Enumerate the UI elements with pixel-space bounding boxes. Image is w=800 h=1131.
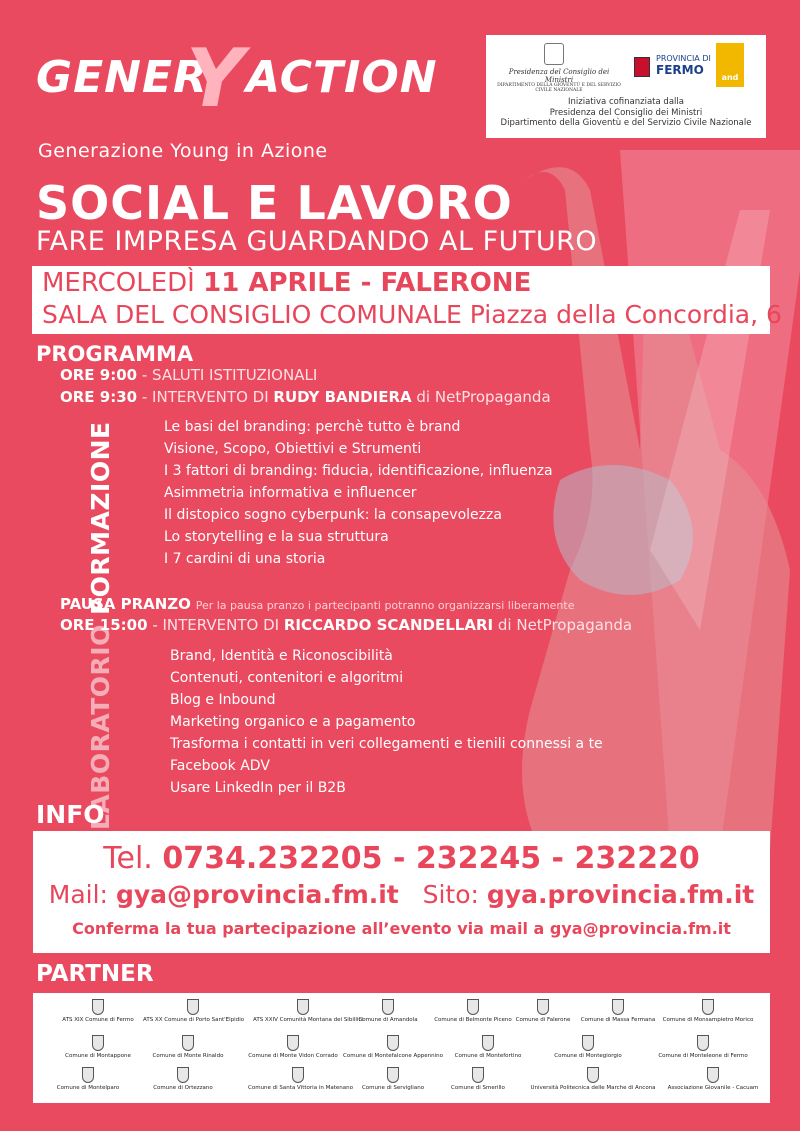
mail-site-line [33, 880, 770, 909]
partner-logo [538, 1035, 638, 1069]
site-link[interactable]: gya.provincia.fm.it [486, 880, 755, 909]
crest-icon [292, 1067, 304, 1083]
partner-label: ATS XIX Comune di Fermo [62, 1017, 134, 1023]
programma-row-2 [60, 388, 551, 406]
presidenza-logo-text [494, 69, 624, 94]
partner-logo [568, 999, 668, 1033]
partner-label: Comune di Montefortino [454, 1053, 522, 1059]
logo-subtitle: Generazione Young in Azione [38, 140, 328, 162]
provincia-label: PROVINCIA DI [656, 54, 711, 63]
crest-icon [92, 999, 104, 1015]
logo-part-gener: GENER [36, 52, 208, 103]
crest-icon [92, 1035, 104, 1051]
vertical-formazione: FORMAZIONE [86, 421, 115, 615]
partner-label: ATS XXIV Comunità Montana dei Sibillini [253, 1017, 364, 1023]
partner-label: Comune di Falerone [515, 1017, 571, 1023]
topic-item: Le basi del branding: perchè tutto è brand [164, 419, 461, 435]
partner-label: Comune di Monsampietro Morico [662, 1017, 754, 1023]
vertical-laboratorio: LABORATORIO [86, 624, 115, 830]
partner-label: Comune di Monte Rinaldo [152, 1053, 224, 1059]
row3-pre: - INTERVENTO DI [152, 616, 280, 634]
row3-speaker: RICCARDO SCANDELLARI [283, 616, 494, 634]
partner-label: Comune di Montegiorgio [554, 1053, 622, 1059]
partner-logos-box [33, 993, 770, 1103]
programma-row-1 [60, 366, 317, 384]
crest-icon [587, 1067, 599, 1083]
row2-time: ORE 9:30 [60, 388, 138, 406]
row1-time: ORE 9:00 [60, 366, 138, 384]
partner-label: Associazione Giovanile - Cacuam [667, 1085, 759, 1091]
partner-label: Comune di Massa Fermana [580, 1017, 656, 1023]
event-date [42, 268, 531, 298]
crest-icon [582, 1035, 594, 1051]
row2-pre: - INTERVENTO DI [141, 388, 269, 406]
topic-item: Lo storytelling e la sua struttura [164, 529, 389, 545]
telephone-line [33, 841, 770, 876]
italian-republic-emblem-icon [544, 43, 564, 65]
crest-icon [177, 1067, 189, 1083]
provincia-fermo-crest-icon [634, 57, 650, 77]
partner-logo [663, 1067, 763, 1101]
event-day: MERCOLEDÌ [42, 268, 195, 298]
partner-logo [653, 1035, 753, 1069]
partner-logo [343, 1035, 443, 1069]
partner-label: Università Politecnica delle Marche di Ancona [530, 1085, 656, 1091]
partner-label: Comune di Montefalcone Appennino [343, 1053, 443, 1059]
crest-icon [287, 1035, 299, 1051]
partner-logo [38, 1067, 138, 1101]
topic-item: Asimmetria informativa e influencer [164, 485, 417, 501]
venue-name: SALA DEL CONSIGLIO COMUNALE [42, 300, 462, 329]
topic-item: Marketing organico e a pagamento [170, 714, 416, 730]
crest-icon [467, 999, 479, 1015]
partner-label: Comune di Monteleone di Fermo [658, 1053, 748, 1059]
row3-post: di NetPropaganda [497, 616, 633, 634]
event-date-place: 11 APRILE - FALERONE [203, 268, 532, 298]
topic-item: Contenuti, contenitori e algoritmi [170, 670, 404, 686]
partner-logo [138, 1035, 238, 1069]
logo-y-mark: Y [186, 32, 245, 125]
site-label: Sito: [422, 880, 479, 909]
crest-icon [187, 999, 199, 1015]
mail-link[interactable]: gya@provincia.fm.it [115, 880, 399, 909]
crest-icon [387, 1067, 399, 1083]
partner-label: Comune di Montappone [65, 1053, 131, 1059]
cofinancing-line3: Dipartimento della Gioventù e del Servizio Civile Nazionale [500, 118, 752, 129]
topic-item: I 7 cardini di una storia [164, 551, 326, 567]
topic-item: Trasforma i contatti in veri collegamenti e tienili connessi a te [170, 736, 603, 752]
generyaction-logo [36, 32, 438, 190]
partner-label: Comune di Santa Vittoria in Matenano [248, 1085, 353, 1091]
info-box [33, 831, 770, 953]
row1-text: - SALUTI ISTITUZIONALI [141, 366, 318, 384]
partner-logo [658, 999, 758, 1033]
logo-part-action: ACTION [246, 52, 438, 103]
crest-icon [297, 999, 309, 1015]
provincia-fermo-logo [656, 55, 711, 77]
partner-logo [48, 999, 148, 1033]
programma-row-3 [60, 616, 632, 634]
event-subtitle: FARE IMPRESA GUARDANDO AL FUTURO [36, 226, 598, 257]
topic-item: Blog e Inbound [170, 692, 276, 708]
crest-icon [472, 1067, 484, 1083]
mail-label: Mail: [48, 880, 108, 909]
cofinancing-text [486, 97, 766, 129]
partner-logo [248, 1067, 353, 1101]
and-logo: and [716, 43, 744, 87]
partner-logo [133, 1067, 233, 1101]
crest-icon [182, 1035, 194, 1051]
topic-item: I 3 fattori di branding: fiducia, identificazione, influenza [164, 463, 553, 479]
partner-logo [48, 1035, 148, 1069]
provincia-name: FERMO [656, 62, 704, 77]
pausa-note: Per la pausa pranzo i partecipanti potranno organizzarsi liberamente [195, 599, 575, 612]
confirm-text: Conferma la tua partecipazione all’evento via mail a gya@provincia.fm.it [72, 919, 731, 938]
crest-icon [382, 999, 394, 1015]
partner-logo [438, 1035, 538, 1069]
partner-label: Comune di Servigliano [361, 1085, 425, 1091]
tel-label: Tel. [103, 841, 153, 876]
partner-label: Comune di Monte Vidon Corrado [248, 1053, 338, 1059]
tel-numbers[interactable]: 0734.232205 - 232245 - 232220 [162, 841, 700, 876]
topic-item: Usare LinkedIn per il B2B [170, 780, 346, 796]
presidenza-name: Presidenza del Consiglio dei Ministri [508, 68, 610, 84]
crest-icon [707, 1067, 719, 1083]
info-heading: INFO [36, 800, 105, 829]
date-venue-box [32, 266, 782, 334]
pausa-label: PAUSA PRANZO [60, 595, 191, 613]
cofinancing-line1: Iniziativa cofinanziata dalla [568, 97, 684, 107]
topic-item: Brand, Identità e Riconoscibilità [170, 648, 393, 664]
row2-post: di NetPropaganda [416, 388, 551, 406]
partner-label: Comune di Montelparo [56, 1085, 120, 1091]
crest-icon [387, 1035, 399, 1051]
topic-item: Facebook ADV [170, 758, 270, 774]
partner-label: Comune di Amandola [358, 1017, 418, 1023]
crest-icon [82, 1067, 94, 1083]
partner-logo [428, 1067, 528, 1101]
partner-label: ATS XX Comune di Porto Sant'Elpidio [143, 1017, 245, 1023]
partner-heading: PARTNER [36, 961, 154, 987]
venue-address: Piazza della Concordia, 6 [469, 300, 782, 329]
partner-logo [243, 1035, 343, 1069]
pausa-pranzo-row [60, 595, 574, 613]
crest-icon [537, 999, 549, 1015]
row3-time: ORE 15:00 [60, 616, 148, 634]
institution-box [486, 35, 766, 138]
dipartimento-small: DIPARTIMENTO DELLA GIOVENTÙ E DEL SERVIZIO CIVILE NAZIONALE [497, 83, 621, 94]
event-title: SOCIAL E LAVORO [36, 176, 513, 230]
topic-item: Visione, Scopo, Obiettivi e Strumenti [164, 441, 422, 457]
partner-label: Comune di Ortezzano [153, 1085, 213, 1091]
partner-logo [528, 1067, 658, 1101]
crest-icon [702, 999, 714, 1015]
cofinancing-line2: Presidenza del Consiglio dei Ministri [549, 107, 703, 118]
crest-icon [482, 1035, 494, 1051]
topic-item: Il distopico sogno cyberpunk: la consapevolezza [164, 507, 502, 523]
event-venue [42, 300, 782, 329]
row2-speaker: RUDY BANDIERA [273, 388, 412, 406]
crest-icon [612, 999, 624, 1015]
crest-icon [697, 1035, 709, 1051]
partner-label: Comune di Smerillo [451, 1085, 505, 1091]
partner-label: Comune di Belmonte Piceno [434, 1017, 512, 1023]
partner-logo [143, 999, 243, 1033]
programma-heading: PROGRAMMA [36, 342, 194, 366]
